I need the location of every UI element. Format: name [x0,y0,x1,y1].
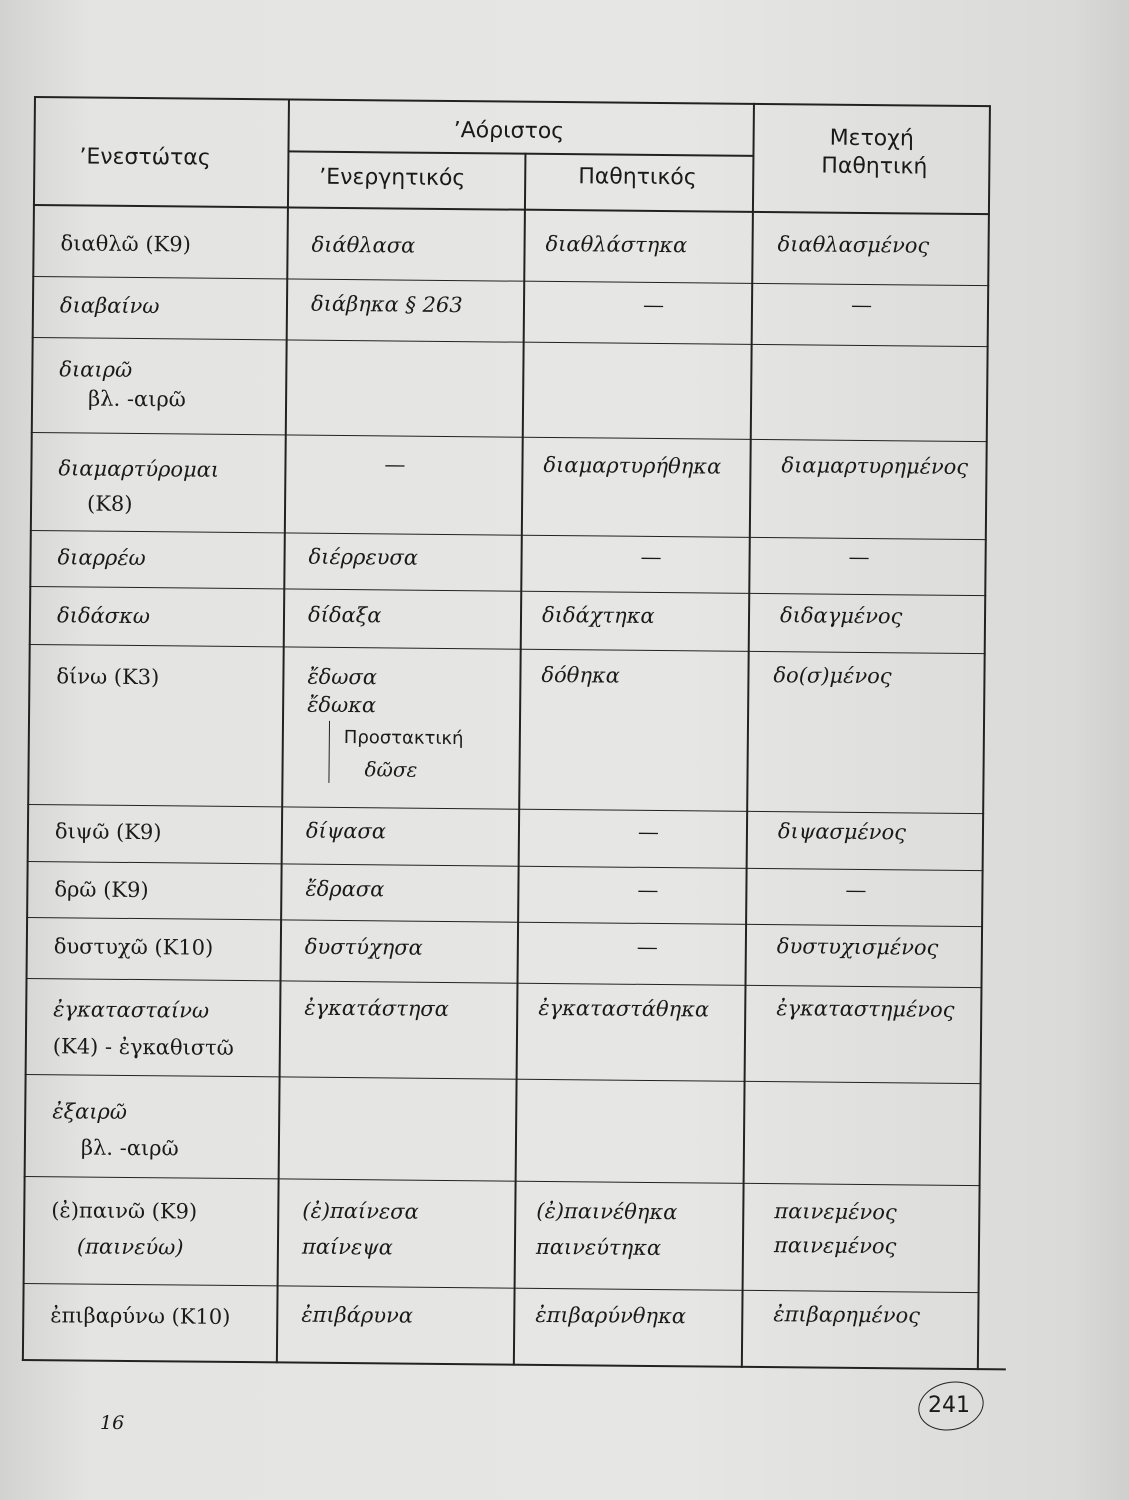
table-row-cell-present: δίνω (Κ3) [56,664,160,690]
table-row-cell-present: δυστυχῶ (Κ10) [53,934,214,960]
row-divider [29,586,986,597]
table-row-cell-active: ἔδωσα [307,664,378,690]
table-row-cell-participle: διδαγμένος [779,603,903,629]
header-participle-line1: Μετοχή [829,125,914,152]
table-row-cell-passive: διδάχτηκα [541,602,655,628]
row-divider [30,530,987,541]
table-row-cell-active: δυστύχησα [304,934,423,960]
row-divider [25,1074,982,1085]
verb-table [22,96,1018,1370]
table-row-cell-present: διαρρέω [57,545,146,571]
imperative-label: Προστακτική [343,727,464,750]
header-bottom-rule [33,204,990,215]
table-row-cell-participle: ἐπιβαρημένος [773,1302,921,1328]
right-page-number-stamp [918,1382,986,1432]
table-row-cell-participle: — [850,292,873,318]
table-row-cell-passive: — [642,292,665,318]
row-divider [29,644,986,655]
header-passive: Παθητικός [578,164,697,191]
table-row-cell-participle: δυστυχισμένος [776,934,939,960]
table-row-cell-active: (ἐ)παίνεσα [302,1198,419,1224]
row-divider [27,861,984,872]
table-row-cell-passive: (ἐ)παινέθηκα [536,1198,678,1225]
table-row-cell-participle: δο(σ)μένος [773,663,892,689]
table-row-cell-passive: — [637,819,660,845]
table-row-cell-passive: — [636,934,658,960]
table-row-cell-participle: διψασμένος [777,819,907,845]
table-row-cell-participle-alt: παινεμένος [773,1233,897,1259]
header-present: ’Ενεστώτας [79,144,211,171]
row-divider [26,917,983,928]
table-border-top [34,96,990,107]
table-row-cell-passive-alt: παινεύτηκα [535,1234,662,1261]
table-row-cell-present-ref: (Κ4) - ἐγκαθιστῶ [52,1034,234,1060]
column-divider-3 [741,103,755,1368]
table-row-cell-present-ref: (Κ8) [86,491,133,516]
header-participle-line2: Παθητική [821,153,928,180]
header-active: ’Ενεργητικός [319,164,466,192]
table-row-cell-active: δίψασα [305,818,387,844]
table-border-right [977,105,991,1370]
table-row-cell-present: ἐξαιρῶ [52,1099,128,1124]
table-row-cell-present: διαμαρτύρομαι [58,456,220,482]
table-row-cell-active: δίδαξα [307,602,382,628]
table-row-cell-participle: διαμαρτυρημένος [781,453,969,479]
table-row-cell-passive: διαθλάστηκα [545,231,688,258]
table-row-cell-present-ref: βλ. -αιρῶ [87,386,186,412]
table-row-cell-passive: ἐπιβαρύνθηκα [535,1302,687,1329]
column-divider-1 [276,98,290,1363]
table-row-cell-present: διαιρῶ [59,357,133,382]
table-row-cell-present: ἐγκατασταίνω [53,997,210,1023]
row-divider [26,978,983,989]
left-page-number: 16 [100,1412,125,1434]
column-divider-2 [513,153,526,1366]
table-row-cell-active: ἐπιβάρυνα [301,1302,414,1328]
table-row-cell-present-ref: βλ. -αιρῶ [80,1135,179,1161]
table-row-cell-present: διαβαίνω [59,293,160,319]
header-aorist: ’Αόριστος [453,118,565,145]
table-row-cell-active: — [384,452,406,477]
imperative-bracket [328,721,330,783]
table-row-cell-passive: διαμαρτυρήθηκα [543,452,722,479]
table-row-cell-active-alt: ἔδωκα [307,692,377,718]
table-row-cell-passive: ἐγκαταστάθηκα [538,995,710,1022]
table-row-cell-present: διαθλῶ (Κ9) [60,231,191,257]
table-row-cell-active: διάβηκα § 263 [310,291,463,318]
table-row-cell-passive: δόθηκα [541,662,621,688]
imperative-form: δῶσε [364,757,418,782]
right-page-number: 241 [928,1393,970,1418]
table-row-cell-active-alt: παίνεψα [301,1234,393,1260]
table-row-cell-present: (ἐ)παινῶ (Κ9) [51,1198,198,1224]
table-row-cell-participle: ἐγκαταστημένος [776,996,955,1022]
table-row-cell-present: διδάσκω [56,603,151,629]
row-divider [32,276,989,287]
row-divider [31,432,988,443]
table-row-cell-present: δρῶ (Κ9) [54,877,149,903]
table-row-cell-participle: — [845,877,867,903]
header-subrule [287,150,753,156]
table-row-cell-present-alt: (παινεύω) [76,1234,184,1260]
table-row-cell-active: ἔδρασα [305,876,385,902]
table-row-cell-participle: παινεμένος [774,1199,897,1225]
row-divider [23,1283,980,1294]
table-row-cell-participle: διαθλασμένος [777,232,930,258]
table-row-cell-active: ἐγκατάστησα [304,995,449,1022]
row-divider [32,337,989,348]
table-row-cell-present: διψῶ (Κ9) [54,819,162,845]
row-divider [27,804,984,815]
table-border-left [22,96,36,1361]
table-row-cell-participle: — [848,544,870,570]
table-row-cell-present: ἐπιβαρύνω (Κ10) [50,1303,231,1329]
table-row-cell-active: διάθλασα [311,232,416,258]
table-row-cell-passive: — [640,544,662,570]
table-row-cell-passive: — [637,877,659,903]
table-row-cell-active: διέρρευσα [308,544,419,570]
row-divider [24,1176,981,1187]
